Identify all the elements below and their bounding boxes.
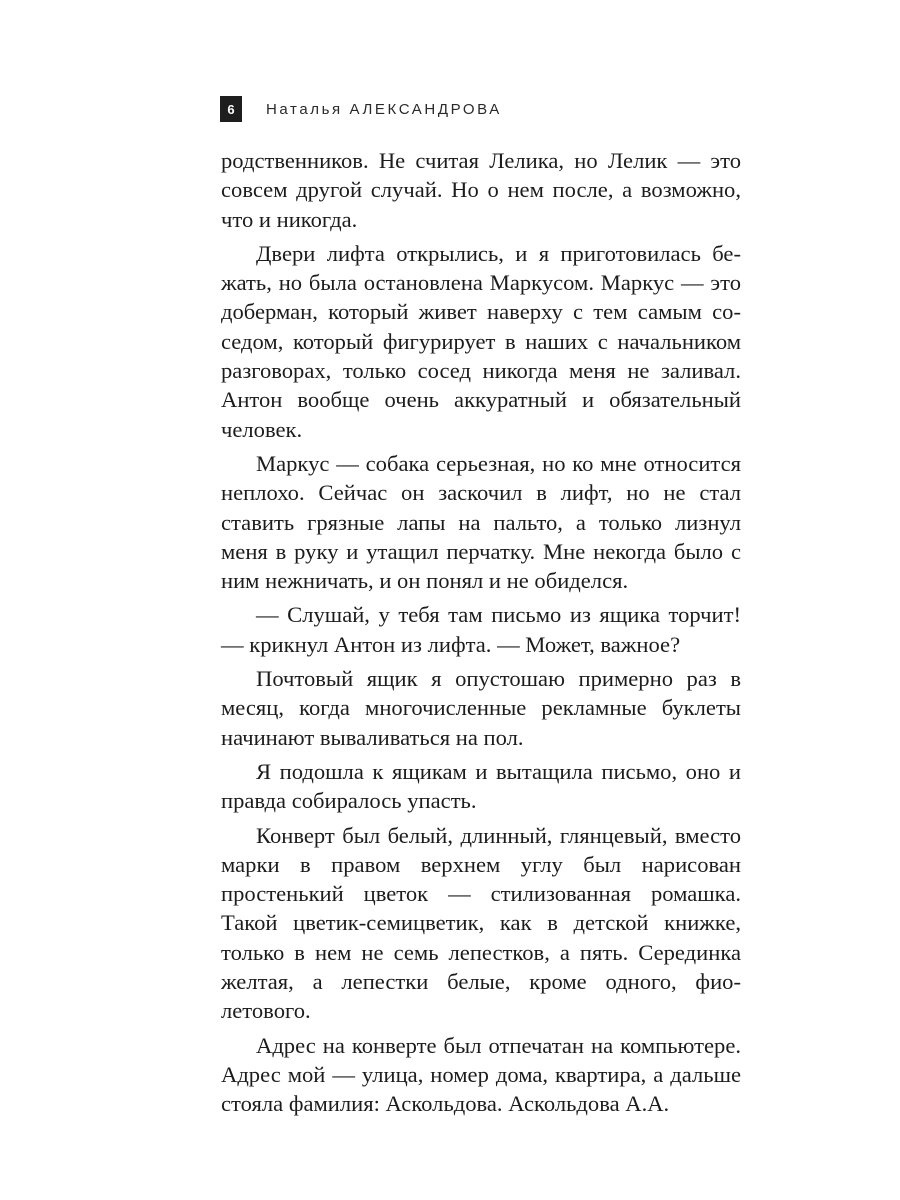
running-header — [220, 96, 502, 122]
paragraph-continuation: родственников. Не считая Лелика, но Лелик — это совсем другой случай. Но о нем после, а возможно, что и никогда. — [221, 148, 741, 232]
body-text — [221, 146, 741, 1124]
paragraph: Двери лифта открылись, и я приготовилась бежать, но была остановлена Маркусом. Маркус — это доберман, который живет наверху с тем самым соседом, который фигурирует в наших с начальником разговорах, только сосед никогда меня не заливал. Антон вообще очень аккуратный и обязательный человек. — [221, 240, 741, 442]
paragraph: Адрес на конверте был отпечатан на компьютере. Адрес мой — улица, номер дома, квартира, а дальше стояла фамилия: Аскольдова. Аскольдова А.А. — [221, 1032, 741, 1117]
author-running-head: Наталья АЛЕКСАНДРОВА — [266, 100, 502, 118]
paragraph: Почтовый ящик я опустошаю примерно раз в месяц, когда многочисленные рекламные буклеты начинают вываливаться на пол. — [221, 666, 741, 750]
paragraph: Конверт был белый, длинный, глянцевый, вместо марки в правом верхнем углу был нарисован простенький цветок — стилизованная ромашка. Такой цветик-семицветик, как в детской книжке, только в нем не семь лепестков, а пять. Серединка желтая, а лепестки белые, кроме одного, фиолетового. — [221, 822, 741, 1024]
page-number-badge: 6 — [220, 96, 242, 122]
dialogue-paragraph: — Слушай, у тебя там письмо из ящика торчит! — крикнул Антон из лифта. — Может, важное? — [221, 602, 741, 657]
paragraph: Маркус — собака серьезная, но ко мне относится неплохо. Сейчас он заскочил в лифт, но не стал ставить грязные лапы на пальто, а только лизнул меня в руку и утащил перчатку. Мне некогда было с ним нежничать, и он понял и не обиделся. — [221, 450, 741, 594]
paragraph: Я подошла к ящикам и вытащила письмо, оно и правда собиралось упасть. — [221, 758, 741, 814]
